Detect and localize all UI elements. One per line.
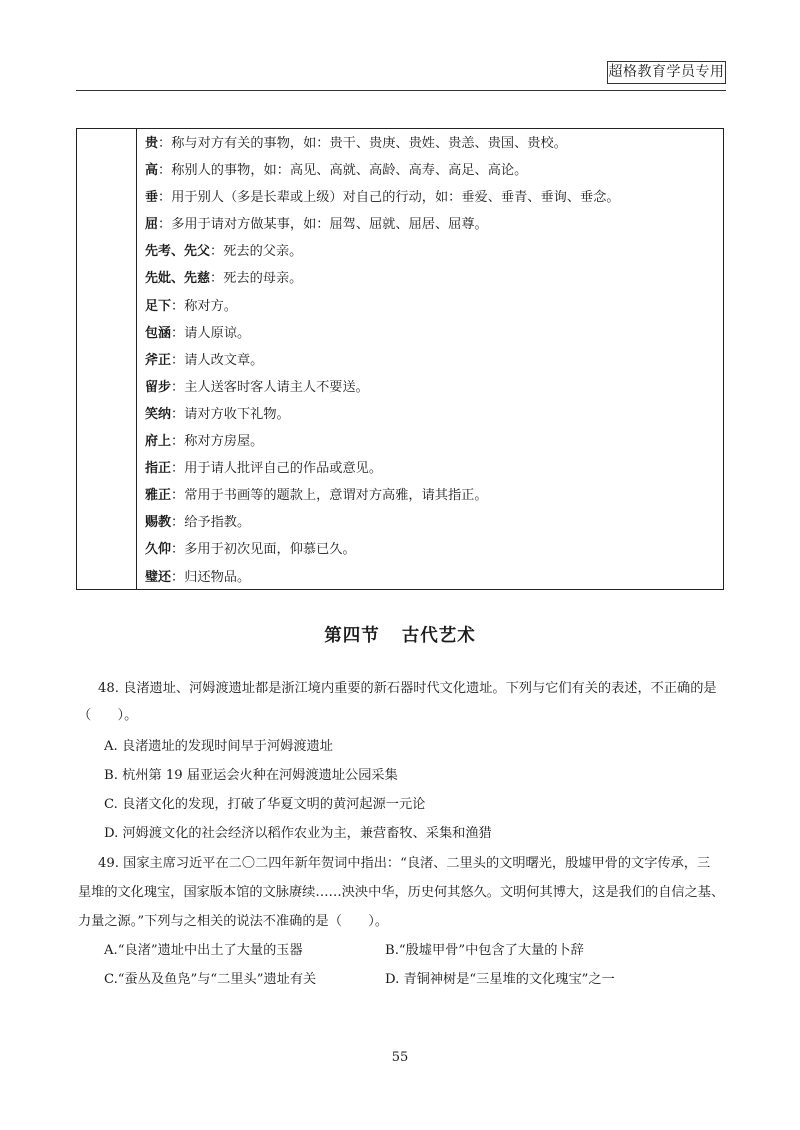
q49-option-a: A.“良渚”遗址中出土了大量的玉器 — [104, 943, 303, 958]
term-row — [145, 238, 717, 265]
term-separator: ： — [210, 271, 224, 287]
term-separator: ： — [171, 542, 185, 558]
term-name: 贵 — [145, 136, 159, 151]
term-row — [145, 157, 717, 184]
q49-stem-line2: 星堆的文化瑰宝，国家版本馆的文脉赓续……泱泱中华，历史何其悠久。文明何其博大，这是我们的自信之基、 — [78, 885, 725, 900]
term-row — [145, 482, 717, 509]
term-separator: ： — [171, 379, 185, 395]
term-row — [145, 401, 717, 428]
term-separator: ： — [171, 434, 185, 450]
header-badge: 超格教育学员专用 — [607, 61, 726, 84]
term-separator: ： — [158, 136, 172, 151]
q48-stem-line1: 48. 良渚遗址、河姆渡遗址都是浙江境内重要的新石器时代文化遗址。下列与它们有关的表述，不正确的是 — [98, 681, 717, 696]
table-column-divider — [136, 129, 137, 589]
term-separator: ： — [158, 190, 172, 206]
q48-option-b: B. 杭州第 19 届亚运会火种在河姆渡遗址公园采集 — [104, 768, 398, 783]
term-definition: 称对方。 — [184, 298, 237, 314]
term-separator: ： — [210, 244, 224, 260]
term-row — [145, 320, 717, 347]
term-definition: 请人原谅。 — [184, 325, 251, 341]
q49-option-b: B.“殷墟甲骨”中包含了大量的卜辞 — [385, 943, 584, 958]
term-name: 足下 — [145, 298, 172, 314]
term-definition: 称别人的事物，如：高见、高就、高龄、高寿、高足、高论。 — [171, 163, 528, 179]
term-row — [145, 211, 717, 238]
term-row — [145, 184, 717, 211]
term-definition: 给予指教。 — [184, 515, 251, 531]
q48-option-a: A. 良渚遗址的发现时间早于河姆渡遗址 — [104, 739, 333, 754]
term-name: 久仰 — [145, 542, 172, 558]
term-separator: ： — [158, 163, 172, 179]
term-row — [145, 293, 717, 320]
q49-option-d: D. 青铜神树是“三星堆的文化瑰宝”之一 — [385, 972, 615, 987]
term-separator: ： — [171, 352, 185, 368]
term-row — [145, 347, 717, 374]
term-definition: 请人改文章。 — [184, 352, 264, 368]
q49-stem-line3: 力量之源。”下列与之相关的说法不准确的是（ ）。 — [78, 914, 389, 929]
term-separator: ： — [171, 406, 185, 422]
term-definition: 用于请人批评自己的作品或意见。 — [184, 461, 383, 477]
term-definition: 称对方房屋。 — [184, 434, 264, 450]
term-separator: ： — [171, 515, 185, 531]
term-name: 雅正 — [145, 488, 172, 504]
term-name: 留步 — [145, 379, 172, 395]
term-separator: ： — [171, 325, 185, 341]
q49-option-c: C.“蚕丛及鱼凫”与“二里头”遗址有关 — [104, 972, 317, 987]
term-definition: 多用于初次见面，仰慕已久。 — [184, 542, 356, 558]
term-definition: 用于别人（多是长辈或上级）对自己的行动，如：垂爱、垂青、垂询、垂念。 — [171, 190, 620, 206]
term-definition: 请对方收下礼物。 — [184, 406, 290, 422]
term-name: 璧还 — [145, 569, 172, 585]
term-name: 高 — [145, 163, 159, 179]
term-definition: 死去的母亲。 — [223, 271, 303, 287]
honorific-terms-table — [76, 128, 724, 590]
term-row — [145, 509, 717, 536]
term-separator: ： — [171, 569, 185, 585]
section-title — [0, 622, 800, 647]
term-list — [145, 129, 717, 591]
term-row — [145, 130, 717, 157]
term-name: 笑纳 — [145, 406, 172, 422]
term-separator: ： — [171, 461, 185, 477]
term-definition: 主人送客时客人请主人不要送。 — [184, 379, 369, 395]
term-row — [145, 265, 717, 292]
term-name: 先妣、先慈 — [145, 271, 211, 287]
q48-option-c: C. 良渚文化的发现，打破了华夏文明的黄河起源一元论 — [104, 797, 426, 812]
term-name: 指正 — [145, 461, 172, 477]
term-definition: 死去的父亲。 — [223, 244, 303, 260]
term-row — [145, 374, 717, 401]
term-definition: 归还物品。 — [184, 569, 251, 585]
q49-stem-line1: 49. 国家主席习近平在二〇二四年新年贺词中指出：“良渚、二里头的文明曙光，殷墟甲骨的文字传承，三 — [98, 856, 711, 871]
term-row — [145, 428, 717, 455]
section-number: 第四节 — [324, 626, 380, 646]
term-name: 先考、先父 — [145, 244, 211, 260]
q48-stem-line2: （ ）。 — [78, 708, 138, 723]
page-number: 55 — [391, 1050, 409, 1065]
term-row — [145, 455, 717, 482]
q48-option-d: D. 河姆渡文化的社会经济以稻作农业为主，兼营畜牧、采集和渔猎 — [104, 826, 492, 841]
term-name: 斧正 — [145, 352, 172, 368]
term-row — [145, 564, 717, 591]
term-name: 赐教 — [145, 515, 172, 531]
term-name: 府上 — [145, 434, 172, 450]
term-definition: 称与对方有关的事物，如：贵干、贵庚、贵姓、贵恙、贵国、贵校。 — [171, 136, 567, 151]
term-separator: ： — [171, 488, 185, 504]
section-name: 古代艺术 — [401, 626, 476, 646]
header-divider — [76, 90, 726, 91]
term-definition: 多用于请对方做某事，如：屈驾、屈就、屈居、屈尊。 — [171, 217, 488, 233]
term-definition: 常用于书画等的题款上，意谓对方高雅，请其指正。 — [184, 488, 488, 504]
term-name: 垂 — [145, 190, 159, 206]
term-row — [145, 536, 717, 563]
term-separator: ： — [171, 298, 185, 314]
term-name: 屈 — [145, 217, 159, 233]
term-name: 包涵 — [145, 325, 172, 341]
term-separator: ： — [158, 217, 172, 233]
